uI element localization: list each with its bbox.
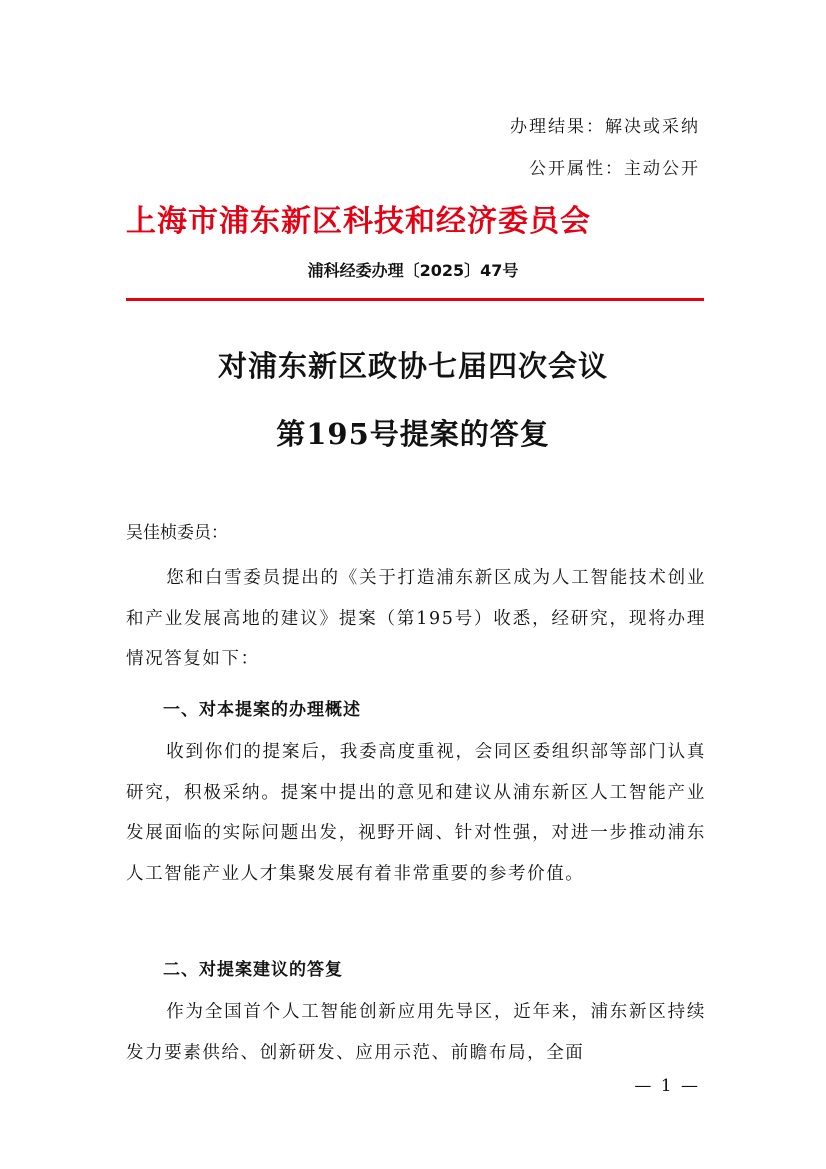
document-title-line1: 对浦东新区政协七届四次会议 [217, 349, 608, 383]
reply-paragraph: 作为全国首个人工智能创新应用先导区，近年来，浦东新区持续发力要素供给、创新研发、应用示范、前瞻布局，全面 [126, 1002, 706, 1063]
page-number: — 1 — [634, 1076, 700, 1096]
handling-result-label: 办理结果：解决或采纳 [510, 117, 700, 137]
intro-paragraph: 您和白雪委员提出的《关于打造浦东新区成为人工智能技术创业和产业发展高地的建议》提案（第195号）收悉，经研究，现将办理情况答复如下： [126, 568, 706, 669]
disclosure-attribute-label: 公开属性：主动公开 [529, 159, 700, 179]
salutation: 吴佳桢委员： [126, 523, 228, 543]
section-heading-reply: 二、对提案建议的答复 [163, 960, 343, 980]
issuing-organization: 上海市浦东新区科技和经济委员会 [126, 204, 591, 239]
document-number: 浦科经委办理〔2025〕47号 [307, 261, 519, 280]
document-title-line2: 第195号提案的答复 [276, 417, 550, 451]
overview-paragraph: 收到你们的提案后，我委高度重视，会同区委组织部等部门认真研究，积极采纳。提案中提出的意见和建议从浦东新区人工智能产业发展面临的实际问题出发，视野开阔、针对性强，对进一步推动浦东人工智能产业人才集聚发展有着非常重要的参考价值。 [126, 742, 706, 884]
red-divider-line [126, 298, 704, 301]
section-heading-overview: 一、对本提案的办理概述 [163, 700, 361, 720]
